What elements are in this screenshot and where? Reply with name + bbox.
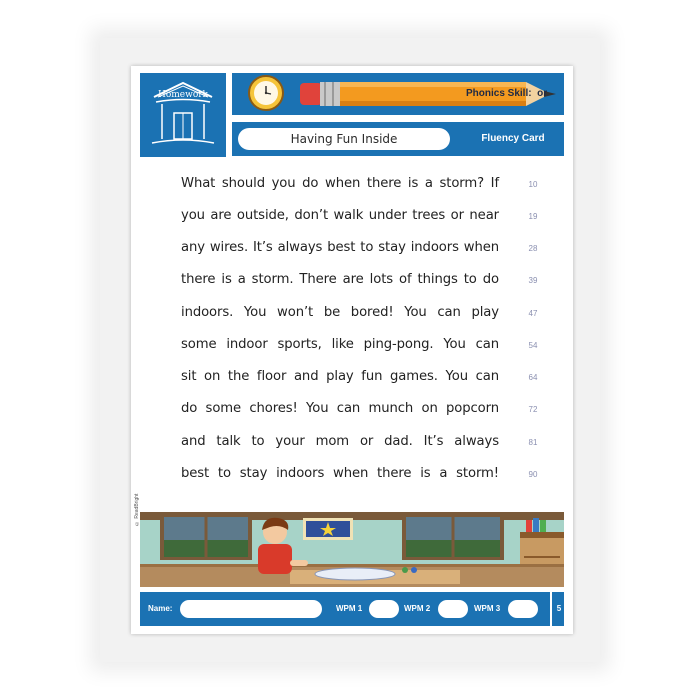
line-text: there is a storm. There are lots of things to do: [181, 272, 499, 287]
line-text: What should you do when there is a storm? If: [181, 176, 499, 191]
card-title: Having Fun Inside: [238, 128, 450, 150]
score-footer: [140, 592, 564, 626]
homework-logo: [140, 73, 226, 157]
word-count: 81: [528, 438, 538, 447]
word-count: 10: [528, 180, 538, 189]
wpm1-label: WPM 1: [336, 604, 363, 613]
line-text: some indoor sports, like ping-pong. You can: [181, 337, 499, 352]
wpm3-field[interactable]: [508, 600, 538, 618]
line-text: indoors. You won’t be bored! You can play: [181, 305, 499, 320]
word-count: 19: [528, 212, 538, 221]
word-count: 47: [528, 309, 538, 318]
word-count: 39: [528, 276, 538, 285]
passage-line: [181, 401, 561, 433]
wpm2-field[interactable]: [438, 600, 468, 618]
word-count: 72: [528, 405, 538, 414]
wpm2-label: WPM 2: [404, 604, 431, 613]
name-label: Name:: [148, 604, 173, 613]
card-type-label: Fluency Card: [481, 133, 545, 144]
word-count: 28: [528, 244, 538, 253]
phonics-banner: [232, 73, 564, 115]
phonics-label: Phonics Skill:: [466, 88, 532, 99]
living-room-illustration: [140, 512, 564, 587]
word-count: 54: [528, 341, 538, 350]
passage-line: [181, 240, 561, 272]
house-icon: [140, 73, 226, 157]
name-field[interactable]: [180, 600, 322, 618]
passage-line: [181, 369, 561, 401]
line-text: any wires. It’s always best to stay indoors when: [181, 240, 499, 255]
line-text: and talk to your mom or dad. It’s always: [181, 434, 499, 449]
fluency-card: [131, 66, 573, 634]
line-text: you are outside, don’t walk under trees or near: [181, 208, 499, 223]
line-text: do some chores! You can munch on popcorn: [181, 401, 499, 416]
pencil-graphic: [300, 82, 558, 106]
passage-line: [181, 272, 561, 304]
passage-line: [181, 176, 561, 208]
indoor-illustration: [140, 512, 564, 587]
word-count: 90: [528, 470, 538, 479]
copyright-notice: © ReadBright: [134, 493, 140, 526]
phonics-skill: [466, 82, 547, 106]
word-count: 64: [528, 373, 538, 382]
passage-line: [181, 434, 561, 466]
phonics-value: or: [537, 88, 548, 99]
page-number: 5: [550, 592, 566, 626]
logo-text: Homework: [157, 90, 208, 100]
clock-icon: [248, 75, 284, 111]
wpm3-label: WPM 3: [474, 604, 501, 613]
passage-line: [181, 305, 561, 337]
title-banner: [232, 122, 564, 156]
passage-line: [181, 208, 561, 240]
line-text: sit on the floor and play fun games. You can: [181, 369, 499, 384]
passage-line: [181, 337, 561, 369]
line-text: best to stay indoors when there is a storm!: [181, 466, 499, 481]
passage-line: [181, 466, 561, 498]
wpm1-field[interactable]: [369, 600, 399, 618]
